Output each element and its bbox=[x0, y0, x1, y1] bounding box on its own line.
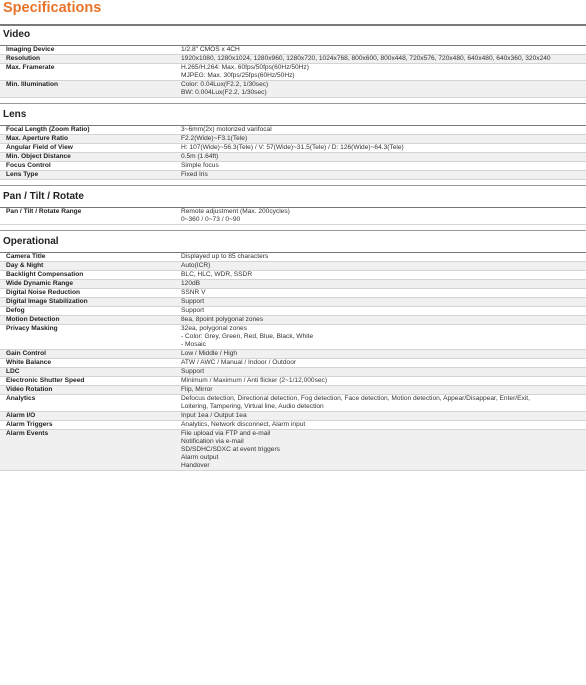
spec-row bbox=[0, 289, 586, 298]
spec-row bbox=[0, 153, 586, 162]
spec-value-line: Support bbox=[181, 298, 205, 305]
spec-label: Lens Type bbox=[6, 171, 39, 178]
spec-label: Pan / Tilt / Rotate Range bbox=[6, 208, 82, 215]
spec-value bbox=[178, 171, 586, 179]
spec-row bbox=[0, 171, 586, 180]
spec-value bbox=[178, 271, 586, 279]
section-title: Lens bbox=[0, 104, 586, 126]
spec-value-line: Analytics, Network disconnect, Alarm input bbox=[181, 421, 306, 428]
spec-value bbox=[178, 55, 586, 63]
spec-value-line: SSNR V bbox=[181, 289, 206, 296]
spec-value-line: H.265/H.264: Max. 60fps/50fps(60Hz/50Hz) bbox=[181, 64, 309, 71]
spec-value bbox=[178, 289, 586, 297]
spec-row bbox=[0, 298, 586, 307]
spec-label: Min. Illumination bbox=[6, 81, 59, 88]
spec-value bbox=[178, 135, 586, 143]
spec-label: Electronic Shutter Speed bbox=[6, 377, 85, 384]
spec-row bbox=[0, 395, 586, 412]
spec-row bbox=[0, 64, 586, 81]
spec-sections bbox=[0, 26, 586, 471]
spec-value-line: Simple focus bbox=[181, 162, 219, 169]
spec-value-line: Support bbox=[181, 368, 205, 375]
spec-label: Camera Title bbox=[6, 253, 46, 260]
spec-value bbox=[178, 421, 586, 429]
section-title: Pan / Tilt / Rotate bbox=[0, 186, 586, 208]
spec-value bbox=[178, 395, 586, 411]
spec-value bbox=[178, 262, 586, 270]
section-title: Operational bbox=[0, 231, 586, 253]
spec-value bbox=[178, 208, 586, 224]
spec-row bbox=[0, 162, 586, 171]
spec-label: Day & Night bbox=[6, 262, 44, 269]
spec-row bbox=[0, 386, 586, 395]
spec-value-line: Low / Middle / High bbox=[181, 350, 238, 357]
spec-value-line: 120dB bbox=[181, 280, 201, 287]
spec-label: LDC bbox=[6, 368, 20, 375]
spec-value-line: Support bbox=[181, 307, 205, 314]
spec-value-line: - Mosaic bbox=[181, 341, 206, 348]
spec-label: Max. Framerate bbox=[6, 64, 55, 71]
spec-row bbox=[0, 430, 586, 471]
spec-value bbox=[178, 81, 586, 97]
spec-label: Alarm Events bbox=[6, 430, 49, 437]
spec-value bbox=[178, 368, 586, 376]
spec-value bbox=[178, 325, 586, 349]
spec-value-line: 0.5m (1.64ft) bbox=[181, 153, 219, 160]
spec-label: Privacy Masking bbox=[6, 325, 58, 332]
spec-value bbox=[178, 280, 586, 288]
spec-label: Wide Dynamic Range bbox=[6, 280, 73, 287]
spec-value-line: Color: 0.04Lux(F2.2, 1/30sec) bbox=[181, 81, 269, 88]
spec-value bbox=[178, 430, 586, 470]
spec-label: Defog bbox=[6, 307, 25, 314]
spec-row bbox=[0, 412, 586, 421]
spec-value bbox=[178, 153, 586, 161]
spec-value-line: - Color: Grey, Green, Red, Blue, Black, White bbox=[181, 333, 314, 340]
spec-row bbox=[0, 126, 586, 135]
spec-value bbox=[178, 126, 586, 134]
spec-label: Digital Image Stabilization bbox=[6, 298, 88, 305]
spec-label: Focal Length (Zoom Ratio) bbox=[6, 126, 90, 133]
spec-value-line: Minimum / Maximum / Anti flicker (2~1/12,000sec) bbox=[181, 377, 328, 384]
spec-row bbox=[0, 271, 586, 280]
spec-value bbox=[178, 298, 586, 306]
spec-value-line: SD/SDHC/SDXC at event triggers bbox=[181, 446, 280, 453]
spec-label: Alarm I/O bbox=[6, 412, 36, 419]
spec-value-line: Fixed Iris bbox=[181, 171, 208, 178]
spec-value bbox=[178, 412, 586, 420]
spec-value-line: 1920x1080, 1280x1024, 1280x960, 1280x720, 1024x768, 800x600, 800x448, 720x576, 720x480, 640x480, 640x360, 320x240 bbox=[181, 55, 551, 62]
spec-value-line: ATW / AWC / Manual / Indoor / Outdoor bbox=[181, 359, 297, 366]
spec-value-line: Loitering, Tampering, Virtual line, Audio detection bbox=[181, 403, 324, 410]
spec-value bbox=[178, 359, 586, 367]
spec-row bbox=[0, 368, 586, 377]
spec-label: Focus Control bbox=[6, 162, 51, 169]
spec-value bbox=[178, 64, 586, 80]
spec-label: Imaging Device bbox=[6, 46, 55, 53]
spec-value bbox=[178, 253, 586, 261]
spec-value-line: Notification via e-mail bbox=[181, 438, 244, 445]
spec-value-line: Alarm output bbox=[181, 454, 219, 461]
spec-row bbox=[0, 144, 586, 153]
spec-label: Angular Field of View bbox=[6, 144, 73, 151]
spec-label: Backlight Compensation bbox=[6, 271, 84, 278]
spec-value bbox=[178, 46, 586, 54]
spec-label: Digital Noise Reduction bbox=[6, 289, 81, 296]
spec-value-line: Displayed up to 85 characters bbox=[181, 253, 269, 260]
spec-value bbox=[178, 377, 586, 385]
spec-value-line: 0~360 / 0~73 / 0~90 bbox=[181, 216, 241, 223]
spec-value bbox=[178, 307, 586, 315]
spec-row bbox=[0, 316, 586, 325]
spec-label: White Balance bbox=[6, 359, 52, 366]
spec-row bbox=[0, 377, 586, 386]
spec-label: Motion Detection bbox=[6, 316, 60, 323]
spec-value-line: Auto(ICR) bbox=[181, 262, 211, 269]
spec-value bbox=[178, 386, 586, 394]
spec-row bbox=[0, 262, 586, 271]
spec-value-line: BW: 0.004Lux(F2.2, 1/30sec) bbox=[181, 89, 267, 96]
spec-label: Alarm Triggers bbox=[6, 421, 53, 428]
spec-row bbox=[0, 253, 586, 262]
spec-label: Video Rotation bbox=[6, 386, 53, 393]
spec-row bbox=[0, 46, 586, 55]
spec-label: Resolution bbox=[6, 55, 41, 62]
spec-value-line: Defocus detection, Directional detection, Fog detection, Face detection, Motion detection, Appear/Disappear, Enter/Exit, bbox=[181, 395, 530, 402]
spec-value-line: Input 1ea / Output 1ea bbox=[181, 412, 247, 419]
spec-row bbox=[0, 359, 586, 368]
spec-label: Min. Object Distance bbox=[6, 153, 71, 160]
spec-label: Analytics bbox=[6, 395, 36, 402]
spec-value-line: Handover bbox=[181, 462, 210, 469]
spec-value-line: Remote adjustment (Max. 200cycles) bbox=[181, 208, 290, 215]
spec-label: Gain Control bbox=[6, 350, 46, 357]
spec-value-line: 3~6mm(2x) motorized varifocal bbox=[181, 126, 272, 133]
spec-row bbox=[0, 325, 586, 350]
spec-value-line: MJPEG: Max. 30fps/25fps(60Hz/50Hz) bbox=[181, 72, 295, 79]
page-title: Specifications bbox=[3, 0, 102, 16]
spec-value-line: Flip, Mirror bbox=[181, 386, 213, 393]
spec-value bbox=[178, 144, 586, 152]
spec-row bbox=[0, 135, 586, 144]
spec-row bbox=[0, 208, 586, 225]
spec-row bbox=[0, 307, 586, 316]
spec-row bbox=[0, 350, 586, 359]
spec-row bbox=[0, 280, 586, 289]
spec-value-line: 8ea, 8point polygonal zones bbox=[181, 316, 264, 323]
spec-row bbox=[0, 81, 586, 98]
spec-value bbox=[178, 162, 586, 170]
spec-value bbox=[178, 350, 586, 358]
spec-value-line: 32ea, polygonal zones bbox=[181, 325, 247, 332]
section-title: Video bbox=[0, 26, 586, 46]
spec-row bbox=[0, 421, 586, 430]
spec-label: Max. Aperture Ratio bbox=[6, 135, 69, 142]
spec-value bbox=[178, 316, 586, 324]
spec-value-line: File upload via FTP and e-mail bbox=[181, 430, 271, 437]
spec-value-line: H: 107(Wide)~56.3(Tele) / V: 57(Wide)~31.5(Tele) / D: 126(Wide)~64.3(Tele) bbox=[181, 144, 404, 151]
spec-value-line: BLC, HLC, WDR, SSDR bbox=[181, 271, 253, 278]
spec-value-line: 1/2.8" CMOS x 4CH bbox=[181, 46, 240, 53]
spec-row bbox=[0, 55, 586, 64]
spec-value-line: F2.2(Wide)~F3.1(Tele) bbox=[181, 135, 248, 142]
